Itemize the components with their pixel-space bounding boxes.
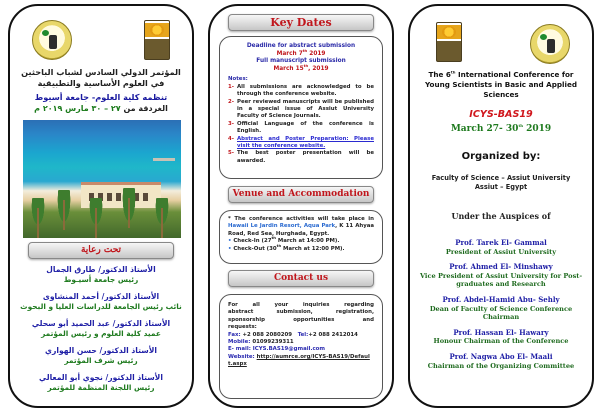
note-number: 1- xyxy=(228,83,234,90)
patron-role: نائب رئيس الجامعة للدراسات العليا و البحوث xyxy=(20,302,182,311)
date-year: , 2019 xyxy=(308,65,329,72)
note-text: Official Language of the conference is English. xyxy=(237,120,374,135)
patron-item xyxy=(412,353,590,370)
ordinal-suffix: th xyxy=(450,69,456,75)
fax-number: +2 088 2080209 xyxy=(240,331,293,338)
checkout-item xyxy=(228,242,374,253)
patron-name: الأستاذ الدكتور/ نجوي أبو المعالي xyxy=(39,373,163,382)
venue-text xyxy=(228,216,374,241)
checkout-time: March at 12:00 PM). xyxy=(281,245,345,252)
poster-preparation-link[interactable]: Abstract and Poster Preparation: Please visit the conference website. xyxy=(237,135,374,150)
palm-tree-shape xyxy=(151,198,173,238)
note-number: 4- xyxy=(228,135,234,142)
date-suffix: th xyxy=(276,242,282,248)
patron-item xyxy=(14,292,188,312)
mobile-line xyxy=(228,339,374,346)
patron-name: الأستاذ الدكتور/ حسن الهواري xyxy=(45,346,157,355)
organizer-line: Assiut – Egypt xyxy=(474,183,528,191)
contact-heading: Contact us xyxy=(228,270,374,287)
title-text: The 6 xyxy=(428,70,451,79)
patron-item xyxy=(412,296,590,322)
note-number: 5- xyxy=(228,150,234,157)
note-item xyxy=(228,136,374,151)
note-item xyxy=(228,99,374,121)
contact-intro: sponsorship opportunities and xyxy=(228,316,374,323)
date-text: March 15 xyxy=(273,65,304,72)
palm-tree-shape xyxy=(118,188,140,238)
website-line xyxy=(228,354,374,369)
patron-name: Prof. Tarek El- Gammal xyxy=(455,238,547,247)
date-suffix: th xyxy=(303,62,309,68)
key-dates-box xyxy=(219,36,383,179)
assiut-university-logo xyxy=(436,22,462,62)
conference-acronym: ICYS-BAS19 xyxy=(469,109,533,120)
arabic-date-range: ٢٧ – ٣٠ مارس ٢٠١٩ م xyxy=(34,104,121,113)
venue-heading: Venue and Accommodation xyxy=(228,186,374,203)
patron-name: Prof. Ahmed El- Minshawy xyxy=(449,262,553,272)
organizer xyxy=(414,174,588,192)
organizer-line: Faculty of Science – Assiut University xyxy=(431,174,571,182)
logos-row xyxy=(24,20,178,64)
mobile-number: 01099239311 xyxy=(250,339,294,346)
checkin-item xyxy=(228,235,374,245)
pier-shape xyxy=(153,158,175,161)
patron-item xyxy=(14,265,188,285)
abstract-deadline-date xyxy=(228,47,374,59)
assiut-university-logo xyxy=(144,20,170,60)
email-label: E- mail: xyxy=(228,346,251,353)
contact-intro: requests: xyxy=(228,324,257,331)
contact-box xyxy=(219,294,383,399)
tel-number: +2 088 2412014 xyxy=(308,331,358,338)
patron-role: عميد كلية العلوم و رئيس المؤتمر xyxy=(41,329,161,338)
manuscript-date xyxy=(228,62,374,74)
date-suffix: th xyxy=(302,47,308,53)
contact-intro: For all your inquiries regarding xyxy=(228,302,374,308)
note-text: Peer reviewed manuscripts will be published in a special issue of Assiut University Faculty of Science Journals. xyxy=(237,98,374,120)
faculty-of-science-logo xyxy=(530,24,570,64)
patron-role: Vice President of Assiut University for Post-graduates and Research xyxy=(419,271,583,289)
info-panel xyxy=(208,4,394,408)
patron-name: الأستاذ الدكتور/ عبد الحميد أبو سحلي xyxy=(31,319,171,328)
resort-coast-photo xyxy=(23,120,181,238)
patron-role: Chairman of the Organizing Committee xyxy=(427,361,575,370)
patron-role: رئيس شرف المؤتمر xyxy=(64,356,138,365)
venue-place: Hawaii Le Jardin Resort, Aqua Park xyxy=(228,223,336,230)
contact-intro: abstract submission, registration, xyxy=(228,309,374,316)
checkout-text: Check-Out (30 xyxy=(233,245,277,252)
patron-role: Honour Chairman of the Conference xyxy=(433,337,569,346)
patron-item xyxy=(412,239,590,256)
palm-tree-shape xyxy=(27,198,49,238)
note-number: 2- xyxy=(228,98,234,105)
fax-label: Fax: xyxy=(228,331,241,338)
note-text: The best poster presentation will be awarded. xyxy=(237,150,374,164)
arabic-conference-title: المؤتمر الدولي السادس لشباب الباحثين في العلوم الأساسية والتطبيقية xyxy=(21,67,181,88)
patronage-heading: تحت رعاية xyxy=(28,242,174,259)
note-item xyxy=(228,84,374,99)
checkin-time: March at 14:00 PM). xyxy=(276,238,340,245)
arabic-patrons-list xyxy=(14,265,188,400)
patron-item xyxy=(14,373,188,393)
patron-item xyxy=(14,319,188,339)
logos-row xyxy=(424,20,578,64)
conference-dates xyxy=(410,124,592,134)
note-text: All submissions are acknowledged to be through the conference website. xyxy=(237,83,374,98)
patron-name: الأستاذ الدكتور/ أحمد المنشاوى xyxy=(42,292,160,301)
email-line xyxy=(228,346,374,353)
checkin-text: Check-In (27 xyxy=(233,238,272,245)
cover-panel xyxy=(408,4,594,408)
website-link[interactable]: http://aumrce.org/ICYS-BAS19/Default.aspx xyxy=(228,353,370,368)
patron-name: Prof. Hassan El- Hawary xyxy=(453,327,549,337)
date-text: March 27- 30 xyxy=(450,124,519,134)
palm-tree-shape xyxy=(53,190,75,238)
title-text: International Conference for Young Scientists in Basic and Applied Sciences xyxy=(425,70,577,99)
arabic-panel xyxy=(8,4,194,408)
patron-role: President of Assiut University xyxy=(445,247,557,256)
auspices-heading: Under the Auspices of xyxy=(451,211,551,221)
patron-item xyxy=(14,346,188,366)
fax-tel-line xyxy=(228,332,374,339)
patron-name: Prof. Nagwa Abo El- Maali xyxy=(449,351,553,361)
date-text: March 7 xyxy=(276,50,303,57)
arabic-dates xyxy=(16,104,186,113)
note-item xyxy=(228,150,374,165)
email-link[interactable]: ICYS.BAS19@gmail.com xyxy=(250,346,326,353)
tel-label: Tel: xyxy=(297,331,309,338)
venue-address: , K 11 Ahyaa Road, Red Sea, Hurghada, Egypt. xyxy=(228,223,374,237)
patron-name: Prof. Abdel-Hamid Abu- Sehly xyxy=(442,294,560,304)
date-year: 2019 xyxy=(307,50,326,57)
manuscript-label: Full manuscript submission xyxy=(256,58,346,65)
patron-role: Dean of Faculty of Science Conference Chairman xyxy=(429,304,573,322)
note-number: 3- xyxy=(228,120,234,127)
faculty-of-science-logo xyxy=(32,20,72,60)
abstract-deadline-label: Deadline for abstract submission xyxy=(246,43,356,49)
website-label: Website: xyxy=(228,353,255,360)
date-suffix: th xyxy=(518,123,523,128)
patron-name: الأستاذ الدكتور/ طارق الجمال xyxy=(46,265,156,274)
key-dates-heading: Key Dates xyxy=(228,14,374,31)
patron-item xyxy=(412,263,590,289)
venue-intro: * The conference activities will take place in xyxy=(228,216,374,222)
date-suffix: th xyxy=(271,235,277,241)
mobile-label: Mobile: xyxy=(228,339,251,346)
arabic-location: الغردقة من xyxy=(123,104,168,113)
notes-heading: Notes: xyxy=(228,76,248,83)
patron-role: رئيس اللجنة المنظمة للمؤتمر xyxy=(47,383,155,392)
patron-role: رئيس جامعة أسيـوط xyxy=(63,275,139,284)
conference-title xyxy=(416,70,586,100)
arabic-organizer: تنظمه كلية العلوم- جامعة أسيوط xyxy=(34,92,168,102)
date-year: 2019 xyxy=(522,124,552,134)
venue-box xyxy=(219,210,383,264)
patrons-list xyxy=(412,239,590,377)
patron-item xyxy=(412,329,590,346)
note-item xyxy=(228,121,374,136)
organized-by-heading: Organized by: xyxy=(461,151,541,162)
palm-tree-shape xyxy=(85,198,107,238)
deadlines xyxy=(228,43,374,73)
